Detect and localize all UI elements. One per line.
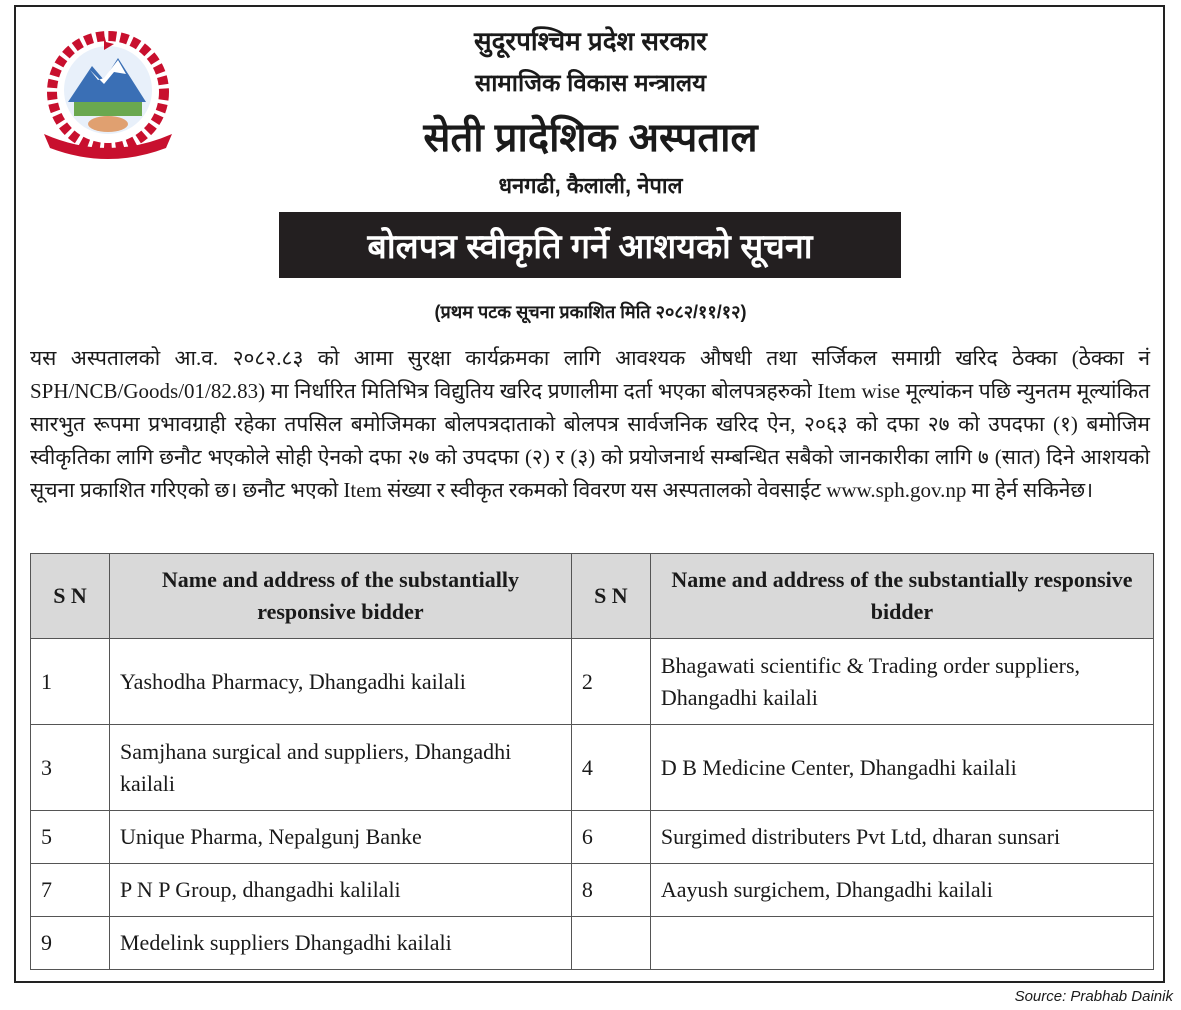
source-credit: Source: Prabhab Dainik	[1014, 988, 1173, 1005]
table-header-row	[31, 554, 1154, 639]
cell-bidder: P N P Group, dhangadhi kalilali	[110, 864, 572, 917]
cell-bidder: Surgimed distributers Pvt Ltd, dharan sunsari	[650, 811, 1153, 864]
header-sn: S N	[31, 554, 110, 639]
cell-sn: 5	[31, 811, 110, 864]
header-bidder: Name and address of the substantially responsive bidder	[650, 554, 1153, 639]
notice-title: बोलपत्र स्वीकृति गर्ने आशयको सूचना	[279, 212, 901, 278]
cell-sn: 4	[571, 725, 650, 811]
cell-bidder	[650, 917, 1153, 970]
hospital-name: सेती प्रादेशिक अस्पताल	[423, 116, 758, 160]
cell-sn: 2	[571, 639, 650, 725]
cell-bidder: Medelink suppliers Dhangadhi kailali	[110, 917, 572, 970]
cell-sn: 3	[31, 725, 110, 811]
ministry-name: सामाजिक विकास मन्त्रालय	[474, 70, 707, 97]
table-row	[31, 864, 1154, 917]
hospital-address: धनगढी, कैलाली, नेपाल	[498, 173, 683, 198]
cell-sn: 6	[571, 811, 650, 864]
cell-sn: 8	[571, 864, 650, 917]
cell-bidder: Aayush surgichem, Dhangadhi kailali	[650, 864, 1153, 917]
publication-date: (प्रथम पटक सूचना प्रकाशित मिति २०८२/११/१२)	[434, 302, 747, 322]
cell-bidder: Yashodha Pharmacy, Dhangadhi kailali	[110, 639, 572, 725]
notice-body: यस अस्पतालको आ.व. २०८२.८३ को आमा सुरक्षा कार्यक्रमका लागि आवश्यक औषधी तथा सर्जिकल समाग्री खरिद ठेक्का (ठेक्का नं SPH/NCB/Goods/01/82.83) मा निर्धारित मितिभित्र विद्युतिय खरिद प्रणालीमा दर्ता भएका बोलपत्रहरुको Item wise मूल्यांकन पछि न्युनतम मूल्यांकित सारभुत रूपमा प्रभावग्राही रहेका तपसिल बमोजिमका बोलपत्रदाताको बोलपत्र सार्वजनिक खरिद ऐन, २०६३ को दफा २७ को उपदफा (१) बमोजिम स्वीकृतिका लागि छनौट भएकोले सोही ऐनको दफा २७ को उपदफा (२) र (३) को प्रयोजनार्थ सम्बन्धित सबैको जानकारीका लागि ७ (सात) दिने आशयको सूचना प्रकाशित गरिएको छ। छनौट भएको Item संख्या र स्वीकृत रकमको विवरण यस अस्पतालको वेवसाईट www.sph.gov.np मा हेर्न सकिनेछ।	[30, 346, 1150, 502]
cell-sn: 1	[31, 639, 110, 725]
cell-bidder: Samjhana surgical and suppliers, Dhangadhi kailali	[110, 725, 572, 811]
table-row	[31, 639, 1154, 725]
table-row	[31, 917, 1154, 970]
bidder-table	[30, 553, 1154, 970]
cell-sn: 9	[31, 917, 110, 970]
header-sn: S N	[571, 554, 650, 639]
header-bidder: Name and address of the substantially responsive bidder	[110, 554, 572, 639]
cell-sn: 7	[31, 864, 110, 917]
cell-bidder: D B Medicine Center, Dhangadhi kailali	[650, 725, 1153, 811]
cell-bidder: Bhagawati scientific & Trading order suppliers, Dhangadhi kailali	[650, 639, 1153, 725]
table-row	[31, 725, 1154, 811]
province-government: सुदूरपश्चिम प्रदेश सरकार	[474, 26, 707, 56]
cell-bidder: Unique Pharma, Nepalgunj Banke	[110, 811, 572, 864]
cell-sn	[571, 917, 650, 970]
table-row	[31, 811, 1154, 864]
